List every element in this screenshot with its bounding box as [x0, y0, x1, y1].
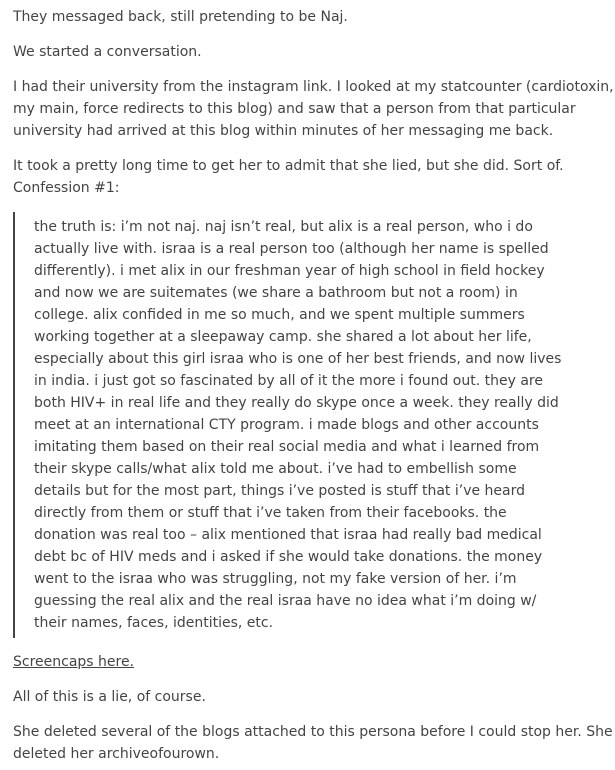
- paragraph-conversation: We started a conversation.: [13, 44, 202, 60]
- screencaps-link[interactable]: Screencaps here.: [13, 654, 135, 670]
- paragraph-confession-intro: It took a pretty long time to get her to admit that she lied, but she did. Sort of. Confession #1:: [13, 158, 564, 196]
- paragraph-messaged-back: They messaged back, still pretending to be Naj.: [13, 9, 348, 25]
- paragraph-deleted: She deleted several of the blogs attached to this persona before I could stop her. She deleted her archiveofourown.: [13, 724, 613, 762]
- paragraph-lie: All of this is a lie, of course.: [13, 689, 206, 705]
- paragraph-university: I had their university from the instagram link. I looked at my statcounter (cardiotoxin, my main, force redirects to this blog) and saw that a person from that particular university had arrived at this blog within minutes of her messaging me back.: [13, 79, 614, 139]
- screencaps-paragraph: [13, 651, 615, 673]
- confession-quote: [13, 212, 564, 638]
- confession-quote-text: the truth is: i’m not naj. naj isn’t real, but alix is a real person, who i do actually live with. israa is a real person too (although her name is spelled differently). i met alix in our freshman year of high school in field hockey and now we are suitemates (we share a bathroom but not a room) in college. alix confided in me so much, and we spent multiple summers working together at a sleepaway camp. she shared a lot about her life, especially about this girl israa who is one of her best friends, and now lives in india. i just got so fascinated by all of it the more i found out. they are both HIV+ in real life and they really do skype once a week. they really did meet at an international CTY program. i made blogs and other accounts imitating them based on their real social media and what i learned from their skype calls/what alix told me about. i’ve had to embellish some details but for the most part, things i’ve posted is stuff that i’ve heard directly from them or stuff that i’ve taken from their facebooks. the donation was real too – alix mentioned that israa had really bad medical debt bc of HIV meds and i asked if she would take donations. the money went to the israa who was struggling, not my fake version of her. i’m guessing the real alix and the real israa have no idea what i’m doing w/ their names, faces, identities, etc.: [34, 219, 562, 631]
